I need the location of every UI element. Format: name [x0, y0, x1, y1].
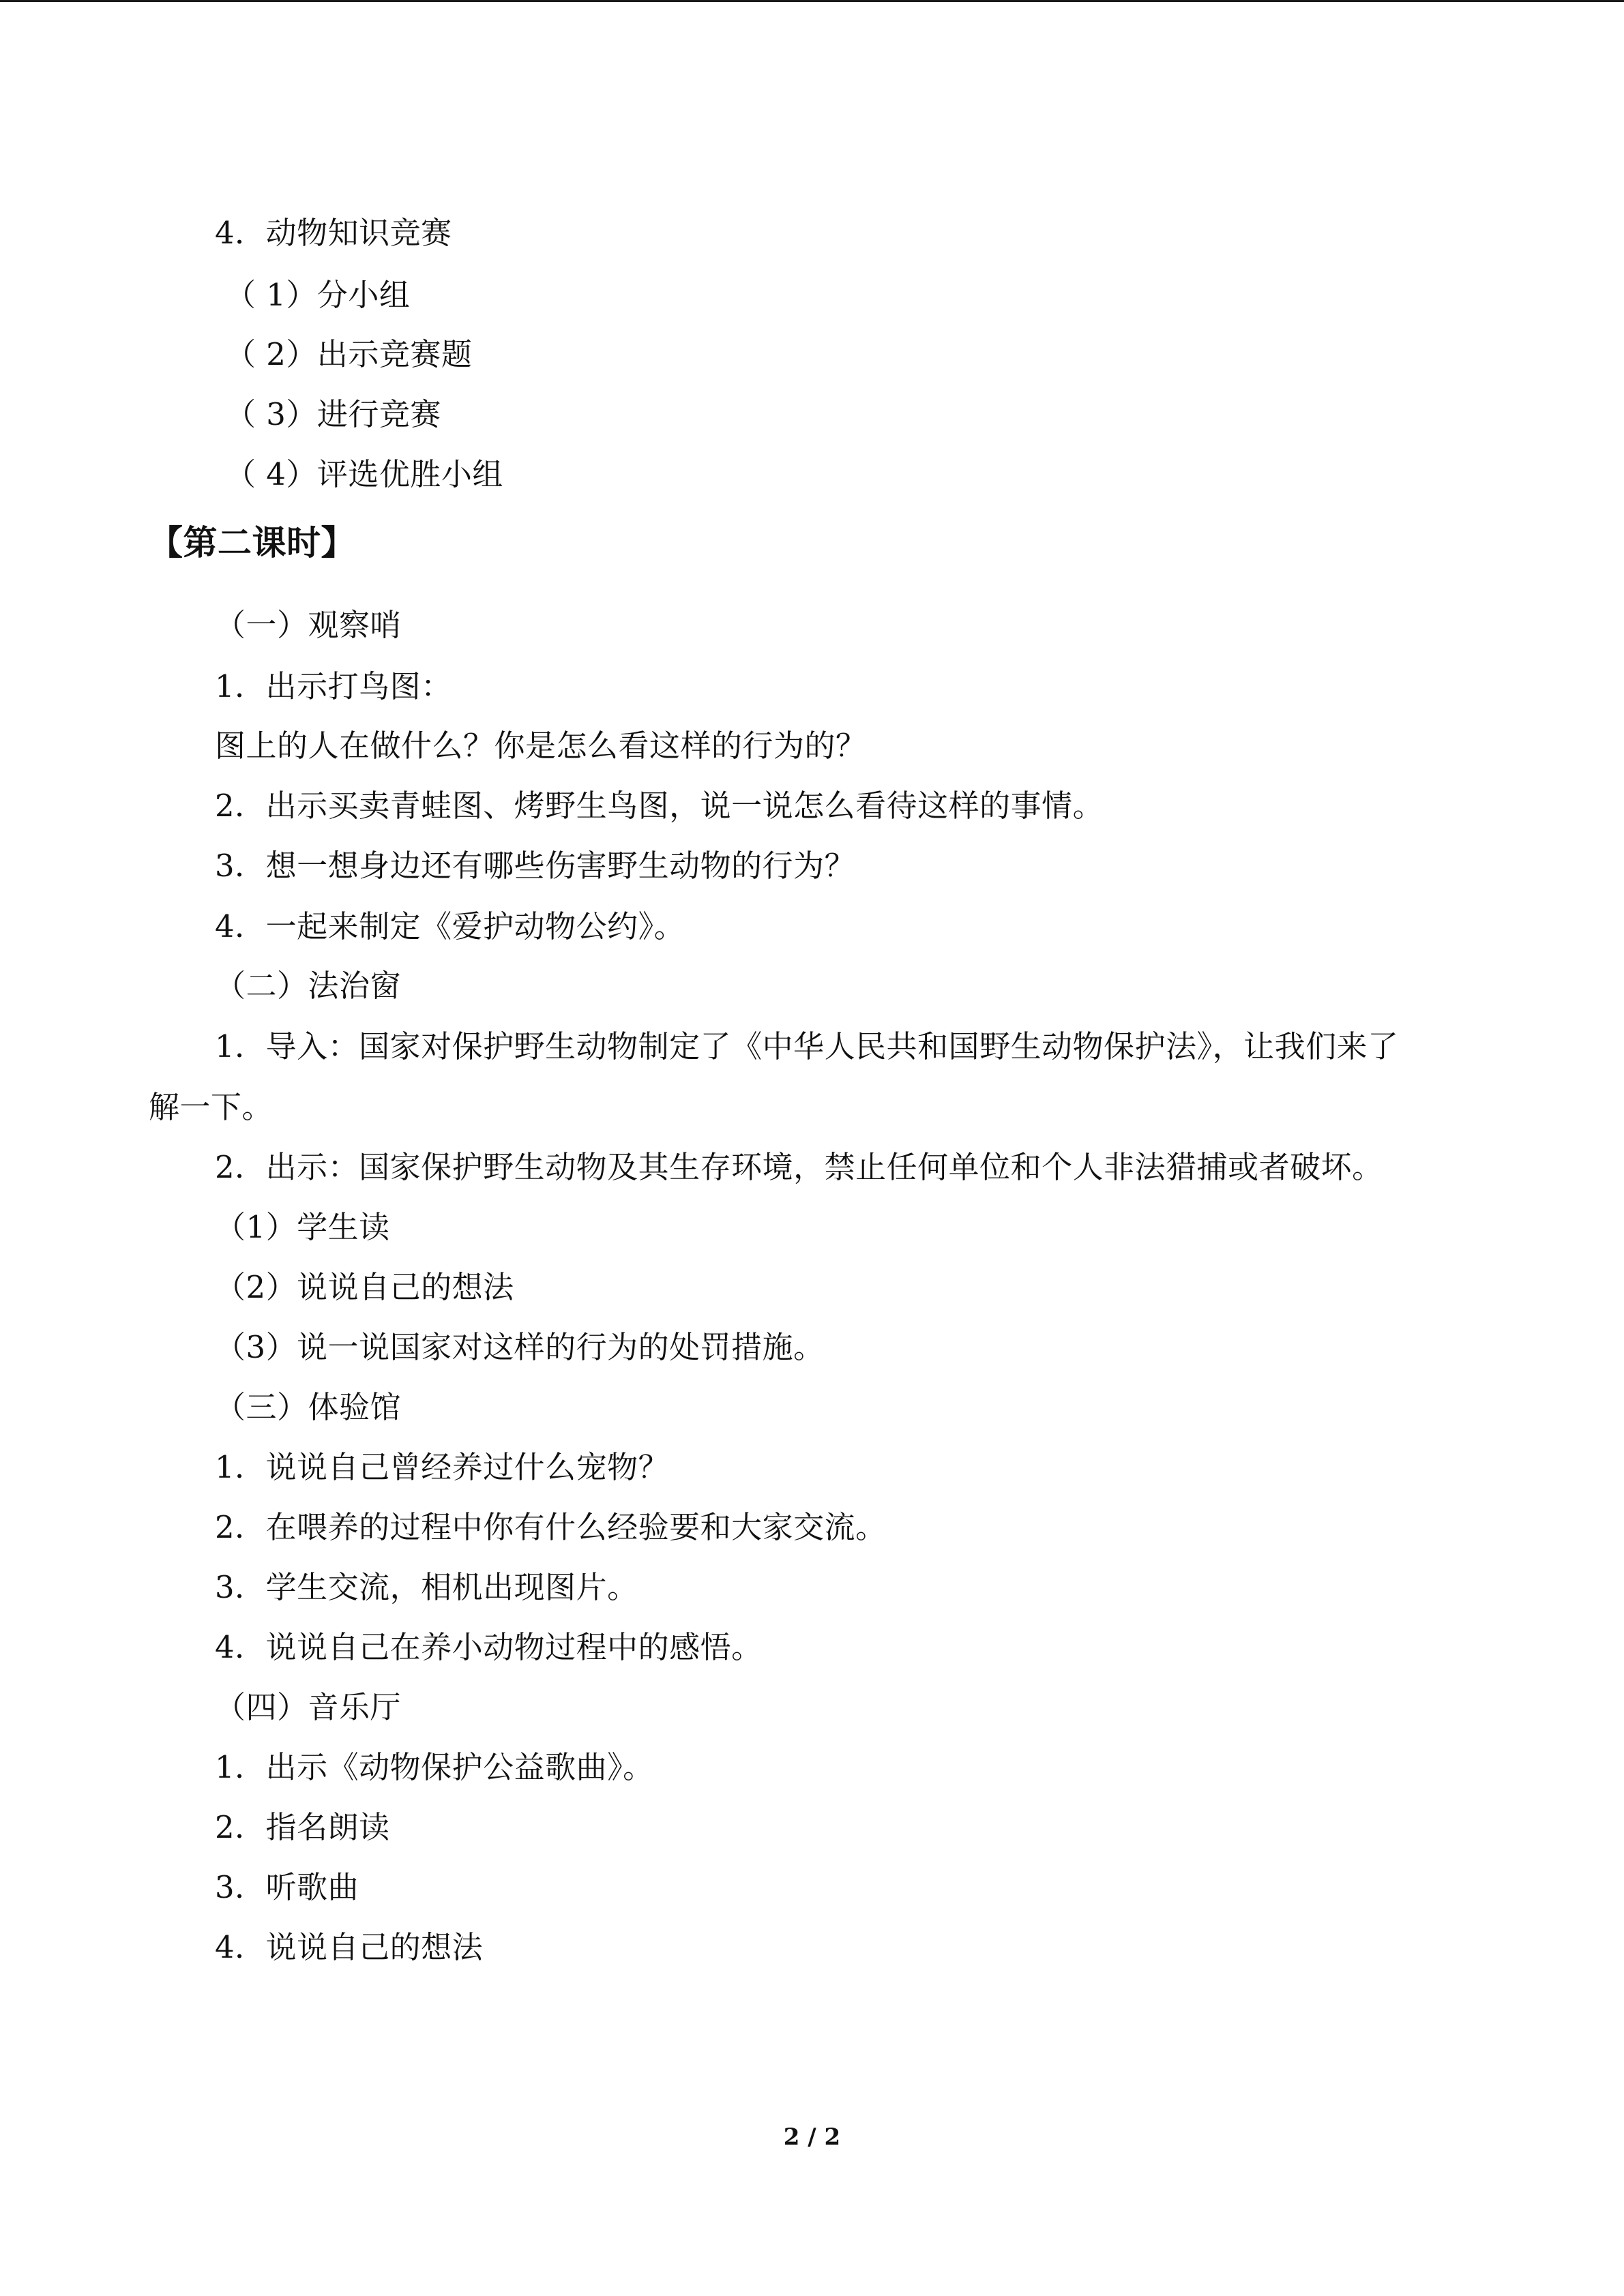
text-line: （1）学生读 — [215, 1209, 390, 1245]
subsection-heading: （二）法治窗 — [215, 968, 402, 1004]
subsection-heading: （一）观察哨 — [215, 607, 402, 643]
text-line: 2．出示：国家保护野生动物及其生存环境，禁止任何单位和个人非法猎捕或者破坏。 — [215, 1149, 1383, 1185]
text-line: 1．说说自己曾经养过什么宠物？ — [215, 1449, 670, 1485]
text-line: 4．一起来制定《爱护动物公约》。 — [215, 908, 685, 944]
text-line: 2．出示买卖青蛙图、烤野生鸟图，说一说怎么看待这样的事情。 — [215, 788, 1104, 824]
text-line: （ 1）分小组 — [225, 277, 411, 313]
text-line: 1．出示《动物保护公益歌曲》。 — [215, 1749, 654, 1785]
section-heading: 【第二课时】 — [149, 523, 355, 563]
text-line: 4．动物知识竞赛 — [215, 215, 452, 251]
text-line: 1．导入：国家对保护野生动物制定了《中华人民共和国野生动物保护法》，让我们来了 — [215, 1028, 1399, 1064]
subsection-heading: （三）体验馆 — [215, 1389, 402, 1425]
text-line: 4．说说自己在养小动物过程中的感悟。 — [215, 1629, 763, 1665]
text-line: 解一下。 — [149, 1089, 274, 1125]
text-line: 2．在喂养的过程中你有什么经验要和大家交流。 — [215, 1509, 887, 1545]
text-line: （2）说说自己的想法 — [215, 1269, 514, 1305]
text-line: 3．想一想身边还有哪些伤害野生动物的行为？ — [215, 848, 856, 884]
subsection-heading: （四）音乐厅 — [215, 1689, 402, 1725]
text-line: 2．指名朗读 — [215, 1809, 390, 1845]
text-line: 4．说说自己的想法 — [215, 1929, 484, 1965]
text-line: 1．出示打鸟图： — [215, 668, 452, 704]
top-border-line — [0, 0, 1624, 2]
text-line: （ 2）出示竞赛题 — [225, 336, 473, 372]
text-line: （ 3）进行竞赛 — [225, 396, 441, 432]
page-number: 2 / 2 — [783, 2123, 841, 2151]
text-line: （ 4）评选优胜小组 — [225, 456, 503, 492]
text-line: 图上的人在做什么？你是怎么看这样的行为的？ — [215, 728, 867, 764]
text-line: 3．学生交流，相机出现图片。 — [215, 1569, 638, 1605]
text-line: 3．听歌曲 — [215, 1869, 359, 1905]
text-line: （3）说一说国家对这样的行为的处罚措施。 — [215, 1329, 825, 1365]
